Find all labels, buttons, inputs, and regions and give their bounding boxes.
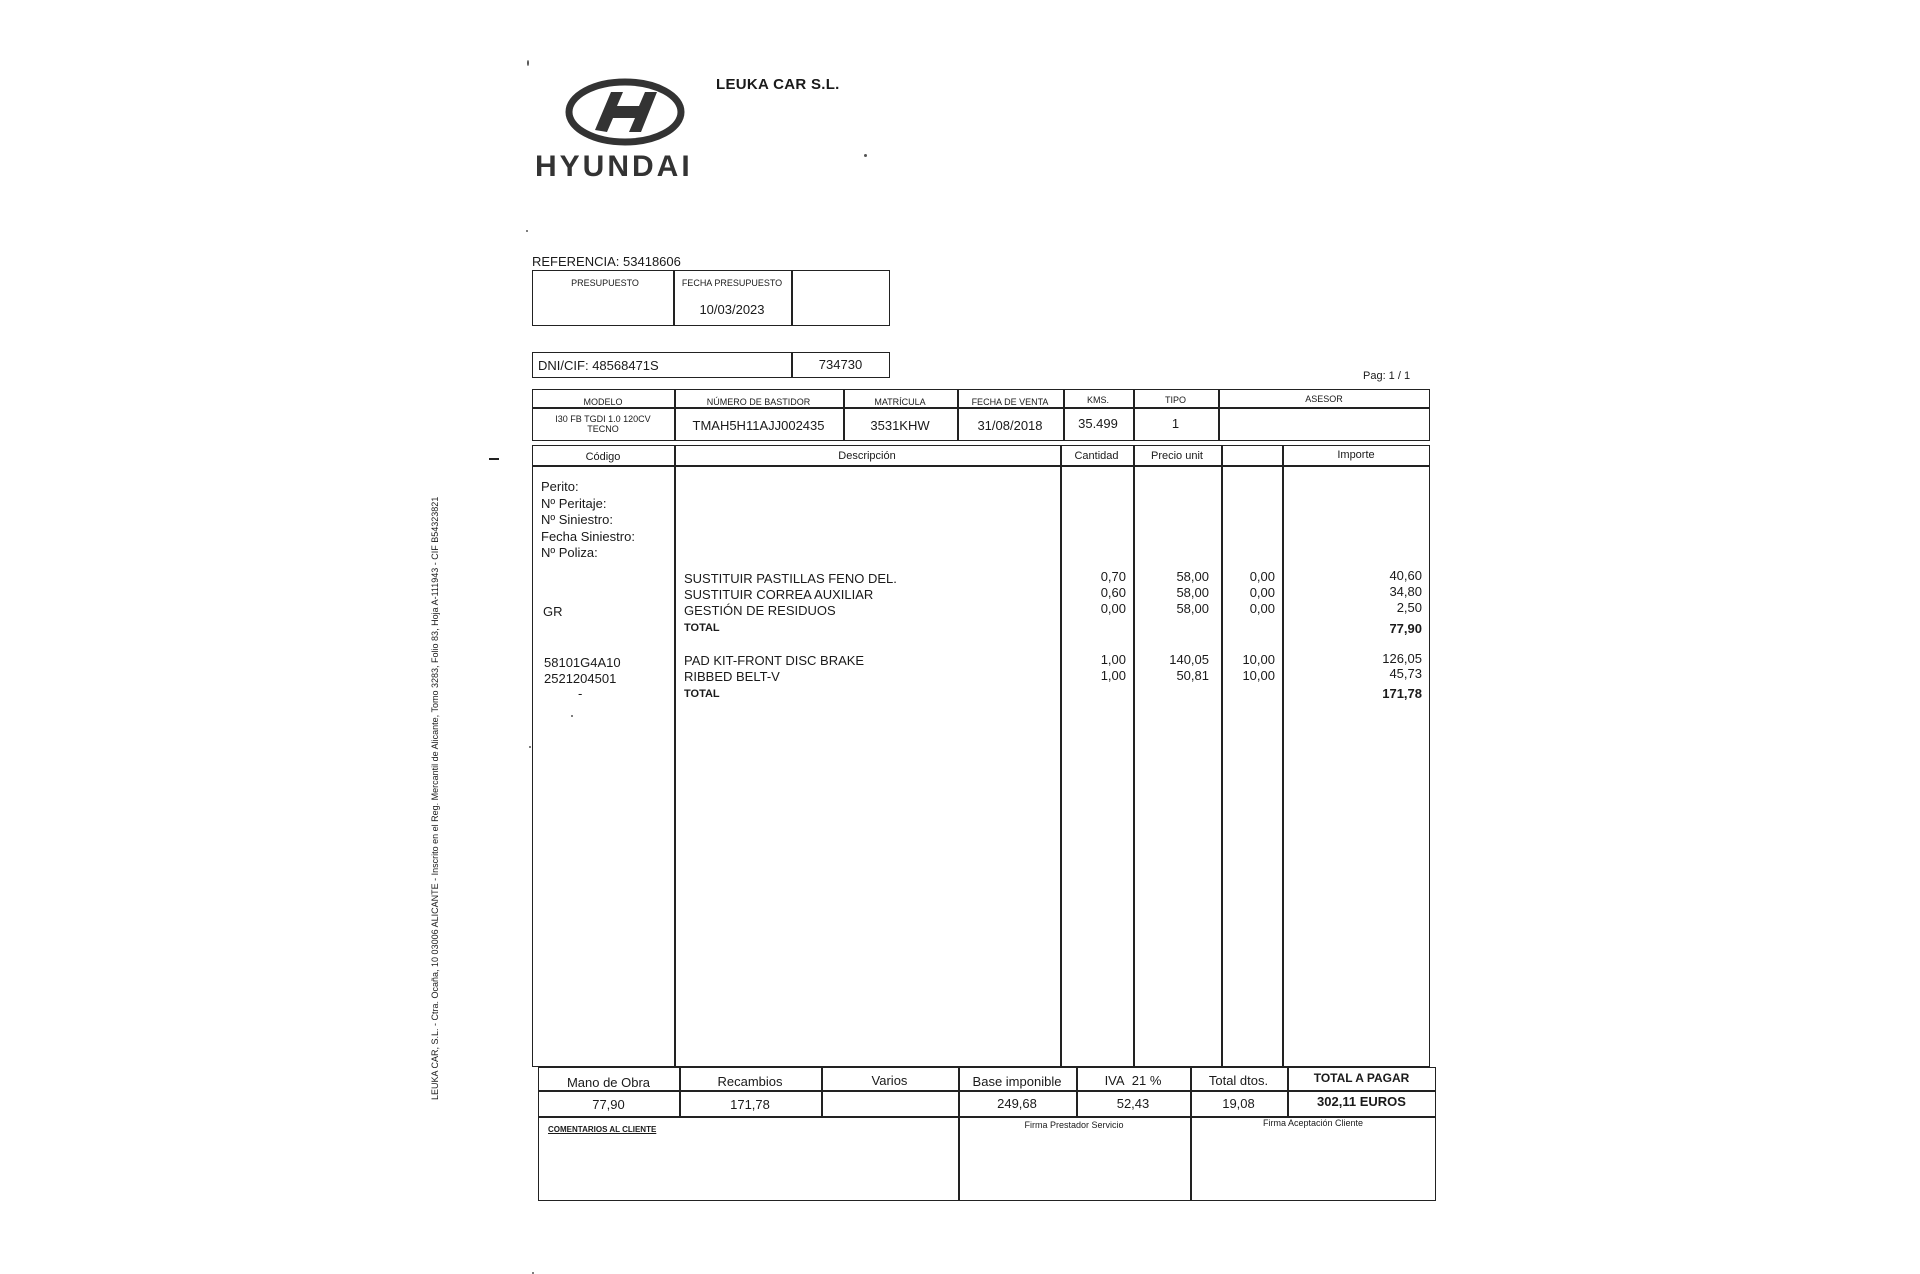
labour-total-value: 77,90 <box>1389 621 1422 636</box>
fecha-presupuesto-label: FECHA PRESUPUESTO <box>681 278 783 288</box>
firma-cliente-label: Firma Aceptación Cliente <box>1262 1118 1364 1128</box>
recambios-value: 171,78 <box>730 1097 770 1112</box>
parts-total-value: 171,78 <box>1382 686 1422 701</box>
total-pagar-label: TOTAL A PAGAR <box>1313 1071 1410 1085</box>
comentarios-label: COMENTARIOS AL CLIENTE <box>548 1125 657 1134</box>
scan-speck <box>571 715 573 717</box>
items-header-descripcion: Descripción <box>838 450 896 462</box>
vehicle-fecha-venta: 31/08/2018 <box>977 418 1043 433</box>
company-name: LEUKA CAR S.L. <box>716 76 840 93</box>
fecha-presupuesto-value: 10/03/2023 <box>699 302 765 317</box>
siniestro-label: Nº Siniestro: <box>541 512 613 527</box>
mano-obra-label: Mano de Obra <box>566 1075 651 1090</box>
svg-text:HYUNDAI: HYUNDAI <box>535 150 693 183</box>
base-imponible-label: Base imponible <box>972 1074 1062 1089</box>
vehicle-bastidor: TMAH5H11AJJ002435 <box>692 418 825 433</box>
vehicle-header-tipo: TIPO <box>1164 395 1186 405</box>
vehicle-tipo: 1 <box>1171 416 1180 431</box>
mano-obra-value: 77,90 <box>592 1097 625 1112</box>
parts-total-label: TOTAL <box>684 688 720 700</box>
total-dtos-value: 19,08 <box>1222 1096 1255 1111</box>
parts-dash: - <box>578 686 583 701</box>
vehicle-header-kms: KMS. <box>1086 395 1109 405</box>
base-imponible-value: 249,68 <box>997 1096 1037 1111</box>
scan-speck <box>864 154 867 157</box>
client-code: 734730 <box>818 357 863 372</box>
dni-field: DNI/CIF: 48568471S <box>538 358 659 373</box>
items-header-precio: Precio unit <box>1151 450 1203 462</box>
reference <box>532 254 681 269</box>
scan-speck <box>526 230 528 232</box>
peritaje-label: Nº Peritaje: <box>541 495 607 511</box>
items-header-codigo: Código <box>585 451 621 463</box>
insurance-block <box>541 479 635 562</box>
scan-speck <box>529 746 531 748</box>
labour-total-label: TOTAL <box>684 622 720 634</box>
presupuesto-label: PRESUPUESTO <box>571 278 639 288</box>
vehicle-header-asesor: ASESOR <box>1305 394 1343 404</box>
iva-value: 52,43 <box>1116 1096 1150 1111</box>
vehicle-header-bastidor: NÚMERO DE BASTIDOR <box>706 397 811 407</box>
items-header-cantidad: Cantidad <box>1074 450 1119 462</box>
total-dtos-label: Total dtos. <box>1208 1073 1269 1088</box>
vehicle-modelo: I30 FB TGDI 1.0 120CV TECNO <box>555 414 651 434</box>
margin-mark <box>489 458 499 460</box>
side-legal-text: LEUKA CAR, S.L. - Ctra. Ocaña, 10 03006 ALICANTE - Inscrito en el Reg. Mercantil de Alicante, Tomo 3283, Folio 83, Hoja A-111943 - CIF B54323821 <box>430 496 440 1100</box>
items-header-importe: Importe <box>1337 449 1375 461</box>
recambios-label: Recambios <box>717 1074 783 1089</box>
vehicle-header-fecha-venta: FECHA DE VENTA <box>971 397 1049 407</box>
vehicle-header-matricula: MATRÍCULA <box>874 397 926 407</box>
fecha-siniestro-label: Fecha Siniestro: <box>541 528 635 544</box>
iva-rate: 21 % <box>1131 1073 1162 1088</box>
reference-label: REFERENCIA: <box>532 254 620 269</box>
vehicle-header-modelo: MODELO <box>583 397 623 407</box>
poliza-label: Nº Poliza: <box>541 545 598 560</box>
iva-label: IVA 21 % <box>1104 1073 1162 1088</box>
scan-speck <box>527 60 529 66</box>
perito-label: Perito: <box>541 479 579 494</box>
invoice-page: HYUNDAI LEUKA CAR S.L. REFERENCIA: 53418606 PRESUPUESTO FECHA PRESUPUESTO 10/03/2023 DNI/CIF: 48568471S 734730 Pag: 1 / 1 MODELO NÚMERO DE BASTIDOR MATRÍCULA FECHA DE VENTA KMS. TIPO ASESOR I30 FB TGDI 1.0 120CV TECNO TMAH5H11AJJ002435 3531KHW 31/08/2018 35.499 1 Código Descripción Cantidad Precio unit Importe Perito: Nº Peritaje: Nº Siniestro: Fecha Siniestro: Nº Poliza: SUSTITUIR PASTILLAS FENO DEL. 0,70 58,00 0,00 40,60 SUSTITUIR CORREA AUXILIAR 0,60 58,00 0,00 34,80 GR GESTIÓN DE RESIDUOS 0,00 58,00 0,00 2,50 TOTAL 77,90 58101G4A10 PAD KIT-FRONT DISC BRAKE 1,00 140,05 10,00 126,05 2521204501 RIBBED BELT-V 1,00 50,81 10,00 45,73 - TOTAL 171,78 Mano de Obra Recambios Varios Base imponible IVA 21 % Total dtos. TOTAL A PAGAR 77,90 171,78 249,68 52,43 19,08 302,11 EUROS COMENTARIOS AL CLIENTE Firma Prestador Servicio Firma Aceptación Cliente LEUKA CAR, S.L. - Ctra. Ocaña, 10 03006 ALICANTE - Inscrito en el Reg. Mercantil de Alicante, Tomo 3283, Folio 83, Hoja A-111943 - CIF B54323821 <box>0 0 1920 1260</box>
total-pagar-value: 302,11 EUROS <box>1317 1094 1406 1109</box>
hyundai-logo <box>535 78 725 188</box>
reference-value: 53418606 <box>623 254 681 269</box>
vehicle-kms: 35.499 <box>1078 416 1118 431</box>
varios-label: Varios <box>871 1073 908 1088</box>
vehicle-matricula: 3531KHW <box>870 418 930 433</box>
page-number: Pag: 1 / 1 <box>1363 370 1411 382</box>
firma-prestador-label: Firma Prestador Servicio <box>1024 1120 1124 1130</box>
items-table <box>532 445 1430 1067</box>
dni-value: 48568471S <box>592 358 659 373</box>
